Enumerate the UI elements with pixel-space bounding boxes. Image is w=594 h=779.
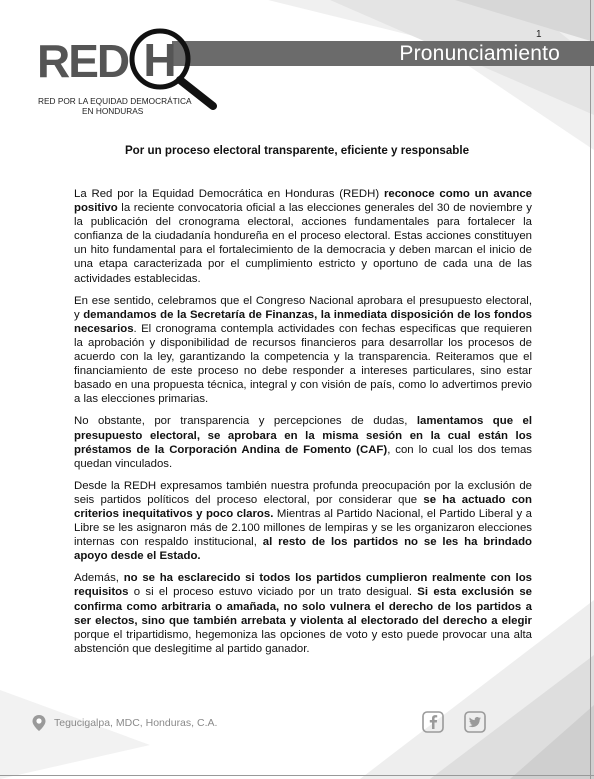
bold-text-run: reconoce como un avance positivo	[74, 188, 532, 215]
logo-letter: H	[143, 34, 177, 86]
facebook-icon[interactable]	[422, 711, 444, 733]
logo-subtitle-line2: EN HONDURAS	[82, 106, 144, 116]
document-title: Por un proceso electoral transparente, eficiente y responsable	[124, 144, 470, 157]
body-paragraph	[74, 479, 532, 564]
text-run: o si el proceso estuvo viciado por un trato desigual.	[128, 586, 418, 599]
bold-text-run: se ha actuado con criterios inequitativos y poco claros.	[74, 493, 532, 520]
bold-text-run: no se ha esclarecido si todos los partidos cumplieron realmente con los requisitos	[74, 572, 533, 599]
bold-text-run: al resto de los partidos no se les ha brindado apoyo desde el Estado.	[74, 536, 532, 563]
text-run: La Red por la Equidad Democrática en Honduras (REDH)	[74, 188, 384, 200]
page-border-right	[590, 0, 591, 779]
text-run: Desde la REDH expresamos también nuestra profunda preocupación por la exclusión de seis partidos políticos del proceso electoral, por considerar que	[74, 479, 532, 506]
body-paragraph	[74, 187, 532, 286]
text-run: . El cronograma contempla actividades con fechas especificas que requieren la aprobación y disponibilidad de recursos financieros para desarrollar los procesos de acuerdo con la ley, garantizando la competencia y la transparencia. Reiteramos que el financiamiento de este proceso no debe responder a intereses particulares, sino estar basado en una propuesta técnica, integral y con visión de país, como lo advertimos previo a las elecciones primarias.	[74, 322, 532, 406]
footer-address	[31, 714, 217, 732]
page-border-bottom	[0, 775, 594, 776]
bold-text-run: Si esta exclusión se confirma como arbitraria o amañada, no solo vulnera el derecho de los partidos a ser electos, sino que también arrebata y violenta al electorado del derecho a elegir	[74, 586, 532, 627]
redh-logo	[37, 20, 217, 116]
header-banner	[172, 41, 594, 66]
bold-text-run: demandamos de la Secretaría de Finanzas, la inmediata disposición de los fondos necesarios	[74, 308, 532, 335]
text-run: Mientras al Partido Nacional, el Partido Liberal y a Libre se les asignaron más de 2.100 millones de lempiras y se les organizaron elecciones internas con respaldo institucional,	[74, 507, 532, 549]
bold-text-run: lamentamos que el presupuesto electoral, se aprobara en la misma sesión en la cual están los préstamos de la Corporación Andina de Fomento (CAF)	[74, 415, 532, 456]
body-paragraph	[74, 294, 532, 407]
location-pin-icon	[31, 714, 47, 732]
text-run: la reciente convocatoria oficial a las elecciones generales del 30 de noviembre y la publicación del cronograma electoral, acciones fundamentales para fortalecer la confianza de la ciudadanía hondureña en el proceso electoral. Estas acciones constituyen un hito fundamental para el fortalecimiento de la democracia y deben marcan el inicio de una etapa caracterizada por el cumplimiento estricto y oportuno de cada una de las actividades establecidas.	[74, 202, 532, 285]
text-run: , con lo cual los dos temas quedan vinculados.	[74, 443, 532, 470]
address-text: Tegucigalpa, MDC, Honduras, C.A.	[54, 717, 218, 729]
document-body	[74, 187, 532, 664]
text-run: En ese sentido, celebramos que el Congreso Nacional aprobara el presupuesto electoral, y	[74, 294, 532, 321]
text-run: Además,	[74, 572, 124, 585]
logo-text: RED	[37, 35, 129, 87]
twitter-icon[interactable]	[464, 711, 486, 733]
logo-subtitle	[38, 96, 192, 116]
body-paragraph	[74, 414, 532, 470]
text-run: porque el tripartidismo, hegemoniza las opciones de voto y esto puede provocar una alta abstención que deslegitime al partido ganador.	[74, 628, 532, 655]
logo-subtitle-line1: RED POR LA EQUIDAD DEMOCRÁTICA	[38, 96, 192, 106]
page-number: 1	[536, 29, 542, 40]
banner-title: Pronunciamiento	[399, 42, 560, 65]
body-paragraph	[74, 571, 532, 656]
text-run: No obstante, por transparencia y percepciones de dudas,	[74, 415, 417, 428]
